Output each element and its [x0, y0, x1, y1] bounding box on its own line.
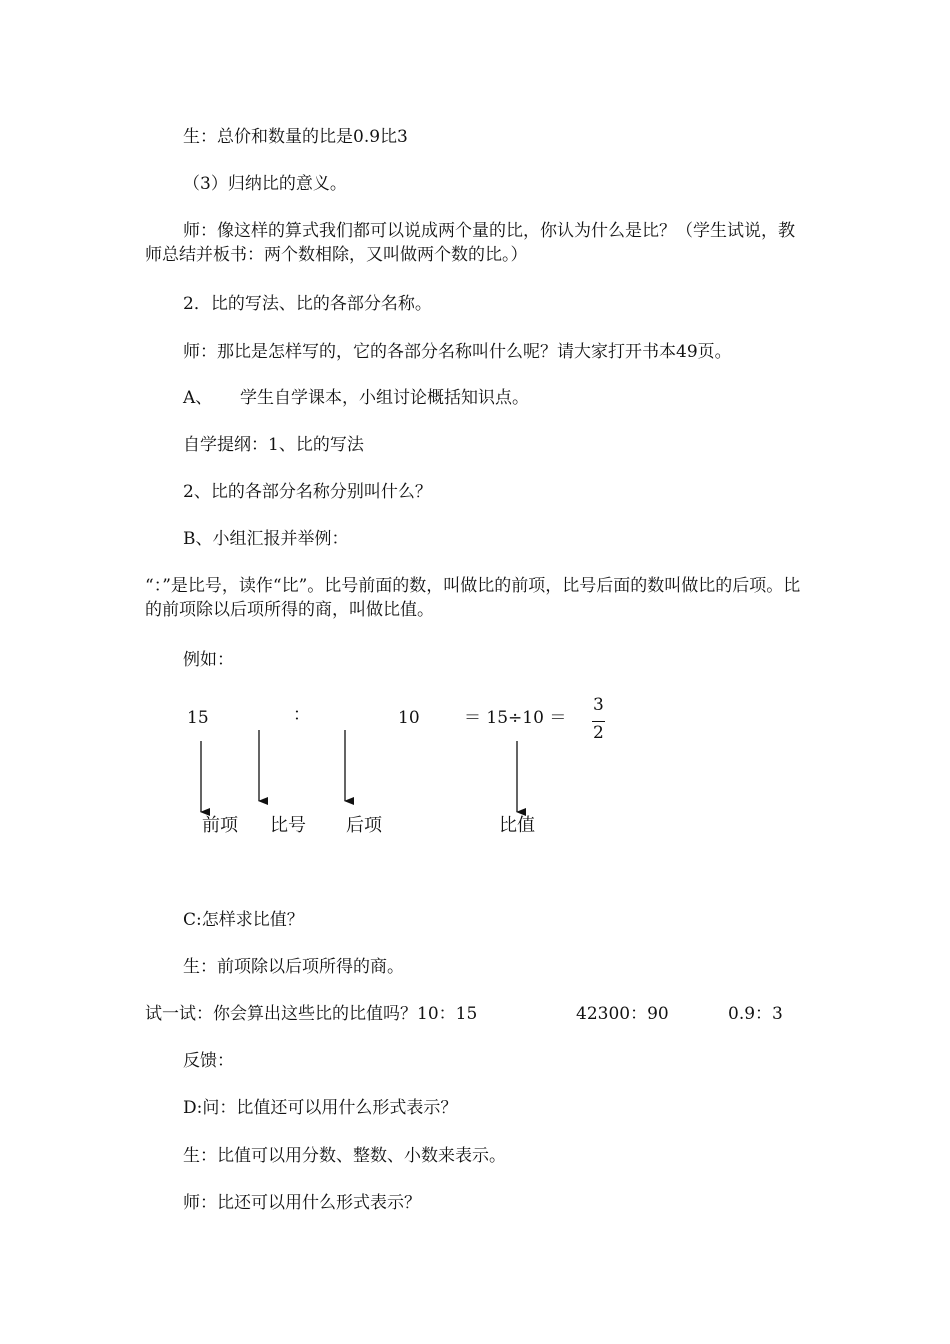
label-antecedent: 前项: [202, 815, 238, 836]
text-line: 反馈：: [183, 1051, 234, 1071]
text-line: 生：总价和数量的比是0.9比3: [183, 127, 408, 147]
ratio-equation: ＝ 15÷10 ＝: [464, 708, 567, 728]
text-line: 2、比的各部分名称分别叫什么？: [183, 482, 432, 502]
ratio-consequent: 10: [398, 708, 420, 728]
ratio-antecedent: 15: [187, 708, 209, 728]
text-line: D:问：比值还可以用什么形式表示？: [183, 1098, 458, 1118]
label-ratio-value: 比值: [499, 815, 535, 836]
ratio-colon: ：: [293, 705, 310, 725]
text-line: 生：前项除以后项所得的商。: [183, 957, 404, 977]
label-consequent: 后项: [346, 815, 382, 836]
text-line: 师：那比是怎样写的，它的各部分名称叫什么呢？请大家打开书本49页。: [183, 342, 732, 362]
exercise-item: 0.9：3: [728, 1004, 783, 1024]
text-line: 生：比值可以用分数、整数、小数来表示。: [183, 1146, 506, 1166]
fraction-denominator: 2: [593, 723, 604, 743]
text-line: 自学提纲：1、比的写法: [183, 435, 364, 455]
exercise-item: 42300：90: [576, 1004, 669, 1024]
text-line: 试一试：你会算出这些比的比值吗？10：15: [145, 1004, 478, 1024]
text-paragraph: “：”是比号，读作“比”。比号前面的数，叫做比的前项，比号后面的数叫做比的后项。比的前项除以后项所得的商，叫做比值。: [145, 576, 801, 620]
list-marker: A、: [183, 388, 213, 408]
text-line: B、小组汇报并举例：: [183, 529, 349, 549]
text-paragraph: 师：像这样的算式我们都可以说成两个量的比，你认为什么是比？（学生试说，教师总结并板书：两个数相除，又叫做两个数的比。）: [145, 221, 795, 265]
text-line: 学生自学课本，小组讨论概括知识点。: [240, 388, 529, 408]
text-line: （3）归纳比的意义。: [183, 174, 347, 194]
text-line: 例如：: [183, 650, 234, 670]
text-line: 师：比还可以用什么形式表示？: [183, 1193, 421, 1213]
text-line: C:怎样求比值？: [183, 910, 304, 930]
fraction-numerator: 3: [593, 695, 604, 715]
label-ratio-sign: 比号: [270, 815, 306, 836]
section-heading: 2．比的写法、比的各部分名称。: [183, 294, 432, 314]
